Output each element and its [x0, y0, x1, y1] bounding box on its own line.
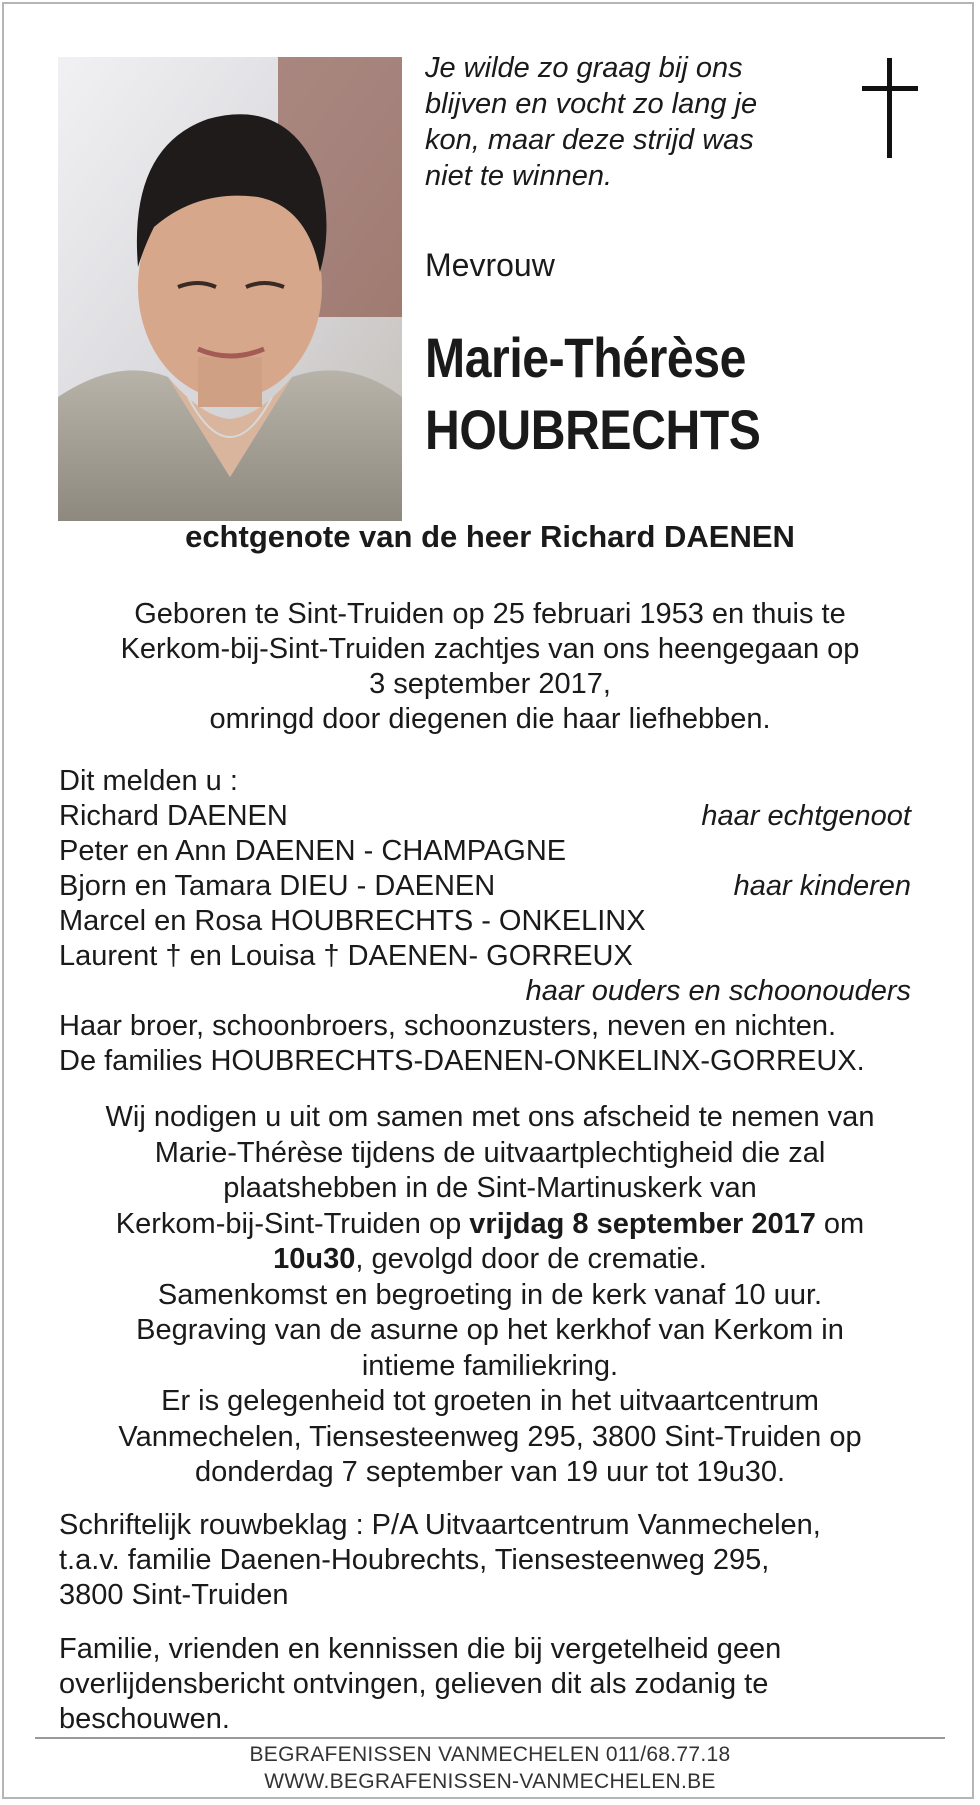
- text-line: Wij nodigen u uit om samen met ons afscheid te nemen van: [105, 1101, 875, 1133]
- family-member: Marcel en Rosa HOUBRECHTS - ONKELINX: [59, 905, 646, 937]
- verse-line: Je wilde zo graag bij ons: [425, 52, 743, 84]
- family-member: Bjorn en Tamara DIEU - DAENEN: [59, 870, 496, 902]
- family-row: [59, 869, 911, 904]
- verse-line: blijven en vocht zo lang je: [425, 88, 758, 120]
- text-line: beschouwen.: [59, 1703, 230, 1735]
- notice-text: [59, 1632, 939, 1737]
- condolence-address: [59, 1508, 939, 1613]
- funeral-time: 10u30: [273, 1243, 356, 1275]
- text-line: Marie-Thérèse tijdens de uitvaartplechtigheid die zal: [154, 1136, 826, 1169]
- funeral-home-phone: BEGRAFENISSEN VANMECHELEN 011/68.77.18: [249, 1743, 731, 1766]
- text-line: Geboren te Sint-Truiden op 25 februari 1953 en thuis te: [134, 598, 846, 630]
- text-line: overlijdensbericht ontvingen, gelieven dit als zodanig te: [59, 1668, 769, 1700]
- family-row: [59, 799, 911, 834]
- family-relation: haar echtgenoot: [701, 800, 911, 832]
- text-line: plaatshebben in de Sint-Martinuskerk van: [223, 1172, 757, 1204]
- text-line: 3800 Sint-Truiden: [59, 1579, 289, 1611]
- spouse-line: echtgenote van de heer Richard DAENEN: [185, 519, 795, 554]
- family-member: Laurent † en Louisa † DAENEN- GORREUX: [59, 940, 633, 972]
- text-line: Vanmechelen, Tiensesteenweg 295, 3800 Sint-Truiden op: [118, 1420, 862, 1453]
- funeral-invitation: [40, 1100, 940, 1491]
- text-line: donderdag 7 september van 19 uur tot 19u30.: [194, 1456, 786, 1488]
- text-segment: om: [815, 1207, 865, 1240]
- title-prefix: Mevrouw: [425, 247, 555, 283]
- text-line: Schriftelijk rouwbeklag : P/A Uitvaartcentrum Vanmechelen,: [59, 1509, 821, 1541]
- text-line: 3 september 2017,: [369, 668, 611, 700]
- footer-divider: [35, 1737, 945, 1739]
- text-line: Samenkomst en begroeting in de kerk vanaf 10 uur.: [157, 1278, 823, 1311]
- family-row: [59, 904, 911, 939]
- text-line: t.a.v. familie Daenen-Houbrechts, Tiensesteenweg 295,: [59, 1544, 770, 1576]
- family-relation: haar ouders en schoonouders: [525, 975, 911, 1007]
- extended-family: De families HOUBRECHTS-DAENEN-ONKELINX-GORREUX.: [59, 1045, 865, 1077]
- extended-family: Haar broer, schoonbroers, schoonzusters, neven en nichten.: [59, 1010, 837, 1042]
- birth-death-text: [40, 597, 940, 737]
- text-segment: Kerkom-bij-Sint-Truiden op: [115, 1207, 470, 1240]
- latin-cross-icon: [862, 58, 918, 158]
- portrait-photo: [58, 57, 402, 521]
- family-relation: haar kinderen: [733, 870, 911, 902]
- deceased-name: [425, 322, 815, 466]
- family-row: [59, 974, 911, 1009]
- text-line: Begraving van de asurne op het kerkhof van Kerkom in: [136, 1314, 844, 1346]
- text-segment: , gevolgd door de crematie.: [355, 1243, 707, 1275]
- family-intro: Dit melden u :: [59, 765, 238, 797]
- funeral-date: vrijdag 8 september 2017: [469, 1207, 816, 1240]
- text-line: omringd door diegenen die haar liefhebben.: [209, 703, 771, 735]
- verse-line: kon, maar deze strijd was: [425, 124, 754, 156]
- family-list: [59, 764, 911, 1079]
- memorial-verse: [425, 50, 815, 194]
- text-line: Familie, vrienden en kennissen die bij vergetelheid geen: [59, 1633, 782, 1665]
- portrait-illustration: [58, 57, 402, 521]
- funeral-home-footer: [0, 1741, 980, 1795]
- text-line: [40, 1242, 940, 1278]
- family-row: [59, 834, 911, 869]
- text-line: intieme familiekring.: [361, 1349, 619, 1382]
- family-row: [59, 939, 911, 974]
- last-name: HOUBRECHTS: [425, 398, 761, 461]
- family-member: Peter en Ann DAENEN - CHAMPAGNE: [59, 835, 567, 867]
- first-name: Marie-Thérèse: [425, 326, 746, 389]
- text-line: Kerkom-bij-Sint-Truiden zachtjes van ons heengegaan op: [120, 633, 860, 665]
- family-member: Richard DAENEN: [59, 800, 288, 832]
- funeral-home-website: WWW.BEGRAFENISSEN-VANMECHELEN.BE: [264, 1770, 716, 1793]
- text-line: Er is gelegenheid tot groeten in het uitvaartcentrum: [161, 1385, 819, 1417]
- verse-line: niet te winnen.: [425, 160, 613, 192]
- text-line: [40, 1207, 940, 1243]
